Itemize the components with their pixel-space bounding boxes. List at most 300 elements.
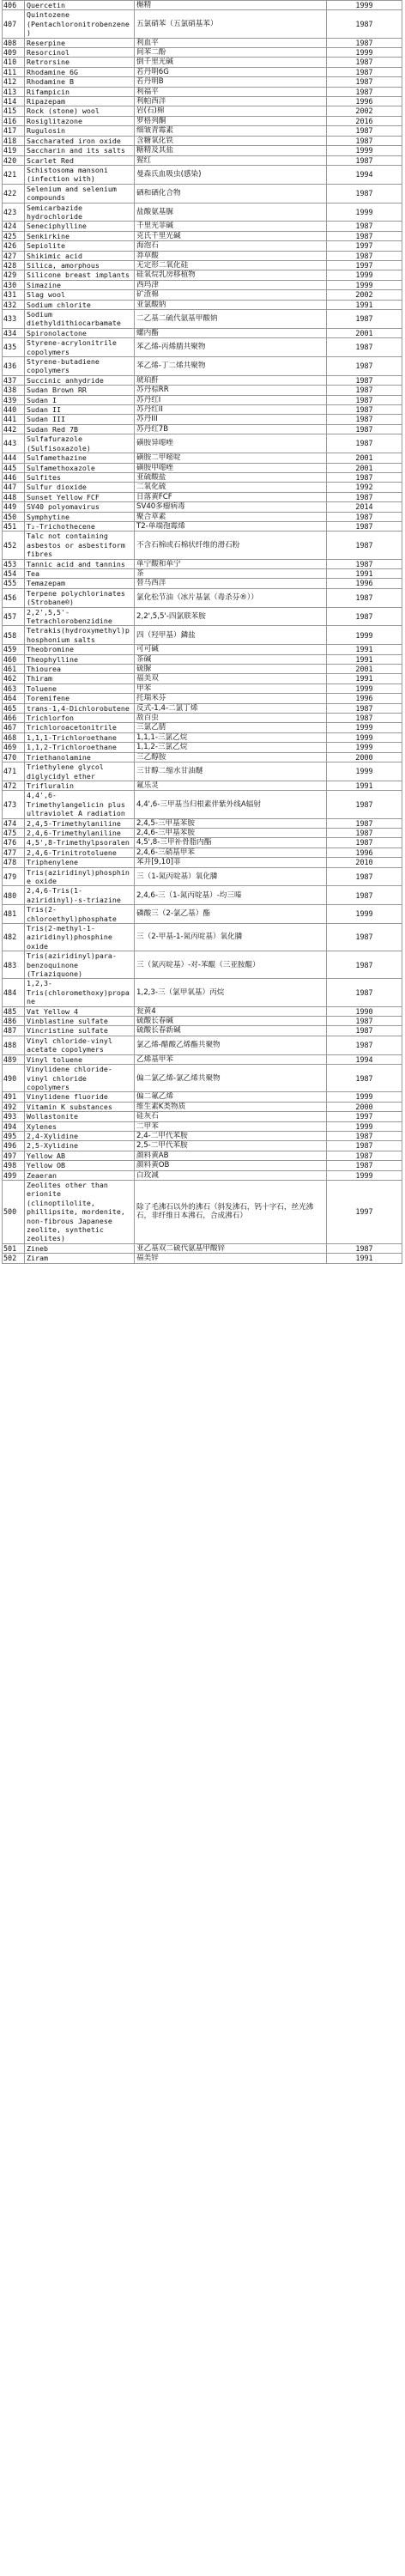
agent-name-en: Vinyl toluene — [25, 1054, 135, 1064]
agent-name-en: Rugulosin — [25, 126, 135, 136]
agent-name-en: Vitamin K substances — [25, 1102, 135, 1111]
row-number: 424 — [3, 222, 25, 231]
table-row — [3, 405, 402, 415]
row-number: 406 — [3, 1, 25, 10]
row-number: 455 — [3, 579, 25, 588]
agent-name-cn: 磺胺异噁唑 — [135, 434, 327, 453]
table-row — [3, 858, 402, 867]
agent-name-cn: 三（1-氮丙啶基）氧化膦 — [135, 867, 327, 886]
row-number: 456 — [3, 588, 25, 607]
table-row — [3, 1121, 402, 1131]
row-number: 421 — [3, 165, 25, 184]
agent-name-en: 1,1,1-Trichloroethane — [25, 732, 135, 742]
agent-name-en: trans-1,4-Dichlorobutene — [25, 703, 135, 713]
agent-name-cn: 茶碱 — [135, 654, 327, 664]
row-number: 472 — [3, 781, 25, 790]
agent-name-en: Tris(aziridinyl)para-benzoquinone (Triaziquone) — [25, 951, 135, 979]
table-row — [3, 434, 402, 453]
evaluation-year: 1987 — [327, 1036, 402, 1054]
evaluation-year: 1999 — [327, 1121, 402, 1131]
agent-name-en: Saccharin and its salts — [25, 146, 135, 155]
agent-name-cn: 1,2,3-三（氯甲氧基）丙烷 — [135, 979, 327, 1006]
row-number: 499 — [3, 1170, 25, 1180]
agent-name-cn: 硒和硒化合物 — [135, 184, 327, 203]
evaluation-year: 1997 — [327, 1112, 402, 1121]
table-row — [3, 328, 402, 337]
row-number: 412 — [3, 77, 25, 87]
agent-name-cn: 4,5',8-三甲补骨脂内酯 — [135, 838, 327, 848]
agent-name-cn: 甲苯 — [135, 683, 327, 693]
evaluation-year: 1987 — [327, 10, 402, 38]
agent-name-en: Vinylidene fluoride — [25, 1092, 135, 1102]
evaluation-year: 1987 — [327, 791, 402, 818]
agent-name-en: 2,4-Xylidine — [25, 1131, 135, 1140]
agent-name-en: Ziram — [25, 1254, 135, 1263]
agent-name-cn: 苏丹III — [135, 415, 327, 424]
agent-name-en: 1,2,3-Tris(chloromethoxy)propane — [25, 979, 135, 1006]
table-row — [3, 502, 402, 512]
row-number: 446 — [3, 472, 25, 482]
agent-name-cn: 糖精及其盐 — [135, 146, 327, 155]
agent-name-cn: 克氏千里光碱 — [135, 231, 327, 240]
table-row — [3, 453, 402, 463]
agent-name-en: 2,4,6-Tris(1-aziridinyl)-s-triazine — [25, 886, 135, 905]
table-row — [3, 645, 402, 654]
agent-name-cn: 五氯硝苯（五氯硝基苯） — [135, 10, 327, 38]
table-row — [3, 472, 402, 482]
evaluation-year: 1987 — [327, 231, 402, 240]
agent-name-cn: 苯乙烯-丁二烯共聚物 — [135, 357, 327, 376]
evaluation-year: 1999 — [327, 280, 402, 289]
row-number: 478 — [3, 858, 25, 867]
row-number: 438 — [3, 386, 25, 395]
evaluation-year: 1987 — [327, 386, 402, 395]
row-number: 409 — [3, 48, 25, 58]
agent-name-en: Trichloroacetonitrile — [25, 723, 135, 732]
agent-name-en: Sodium chlorite — [25, 300, 135, 309]
row-number: 466 — [3, 714, 25, 723]
agent-name-cn: 维生素K类物质 — [135, 1102, 327, 1111]
evaluation-year: 1987 — [327, 77, 402, 87]
agent-name-en: 4,5',8-Trimethylpsoralen — [25, 838, 135, 848]
evaluation-year: 1987 — [327, 310, 402, 329]
table-row — [3, 357, 402, 376]
row-number: 449 — [3, 502, 25, 512]
row-number: 450 — [3, 512, 25, 521]
agent-name-cn: 白玫减 — [135, 1170, 327, 1180]
agent-name-en: Tris(2-chloroethyl)phosphate — [25, 905, 135, 924]
row-number: 413 — [3, 87, 25, 96]
evaluation-year: 2002 — [327, 290, 402, 300]
table-row — [3, 512, 402, 521]
row-number: 500 — [3, 1180, 25, 1243]
row-number: 497 — [3, 1151, 25, 1160]
evaluation-year: 1987 — [327, 395, 402, 404]
table-row — [3, 260, 402, 270]
evaluation-year: 2001 — [327, 328, 402, 337]
agent-name-cn: 福美双 — [135, 674, 327, 683]
evaluation-year: 1999 — [327, 732, 402, 742]
row-number: 440 — [3, 405, 25, 415]
table-row — [3, 743, 402, 752]
table-row — [3, 979, 402, 1006]
agent-name-cn: 偏二氯乙烯-氯乙烯共聚物 — [135, 1065, 327, 1092]
agent-name-en: Tea — [25, 568, 135, 578]
agent-name-cn: 颜料黄AB — [135, 1151, 327, 1160]
row-number: 496 — [3, 1141, 25, 1151]
evaluation-year: 1987 — [327, 58, 402, 67]
table-row — [3, 1254, 402, 1263]
row-number: 441 — [3, 415, 25, 424]
table-row — [3, 703, 402, 713]
row-number: 490 — [3, 1065, 25, 1092]
table-row — [3, 270, 402, 280]
agent-name-cn: 猩红 — [135, 155, 327, 165]
row-number: 444 — [3, 453, 25, 463]
agent-name-en: Tetrakis(hydroxymethyl)phosphonium salts — [25, 626, 135, 645]
agent-name-en: 2,2',5,5'-Tetrachlorobenzidine — [25, 607, 135, 626]
agent-name-cn: 利帕西泮 — [135, 97, 327, 106]
evaluation-year: 1987 — [327, 886, 402, 905]
evaluation-year: 1987 — [327, 924, 402, 951]
evaluation-year: 1987 — [327, 136, 402, 145]
table-row — [3, 588, 402, 607]
row-number: 425 — [3, 231, 25, 240]
row-number: 453 — [3, 559, 25, 568]
row-number: 445 — [3, 463, 25, 472]
agent-name-en: 2,5-Xylidine — [25, 1141, 135, 1151]
agent-name-en: Rhodamine B — [25, 77, 135, 87]
evaluation-year: 1990 — [327, 1006, 402, 1016]
agent-name-en: Sulfamethazine — [25, 453, 135, 463]
row-number: 447 — [3, 483, 25, 492]
agent-name-cn: 硫脲 — [135, 665, 327, 674]
table-row — [3, 607, 402, 626]
agent-name-cn: 硫酸长春新碱 — [135, 1026, 327, 1036]
agent-name-cn: 4,4',6-三甲基当归根素伴紫外线A辐射 — [135, 791, 327, 818]
row-number: 474 — [3, 818, 25, 828]
agent-name-en: Sulfites — [25, 472, 135, 482]
row-number: 419 — [3, 146, 25, 155]
table-row — [3, 375, 402, 385]
row-number: 465 — [3, 703, 25, 713]
evaluation-year: 2000 — [327, 1102, 402, 1111]
agent-name-cn: 无定形二氧化硅 — [135, 260, 327, 270]
table-row — [3, 867, 402, 886]
evaluation-year: 1987 — [327, 607, 402, 626]
agent-name-cn: 2,4,5-三甲基苯胺 — [135, 818, 327, 828]
agent-name-en: Succinic anhydride — [25, 375, 135, 385]
row-number: 451 — [3, 521, 25, 531]
evaluation-year: 1992 — [327, 483, 402, 492]
row-number: 498 — [3, 1161, 25, 1170]
row-number: 417 — [3, 126, 25, 136]
evaluation-year: 1999 — [327, 203, 402, 222]
agent-name-en: Rosiglitazone — [25, 116, 135, 125]
evaluation-year: 1999 — [327, 270, 402, 280]
row-number: 427 — [3, 251, 25, 260]
agent-name-cn: 苏丹红I — [135, 395, 327, 404]
evaluation-year: 1987 — [327, 338, 402, 357]
table-row — [3, 886, 402, 905]
table-row — [3, 1092, 402, 1102]
table-row — [3, 1054, 402, 1064]
agent-name-cn: 二乙基二硫代氨基甲酸钠 — [135, 310, 327, 329]
agent-name-en: Symphytine — [25, 512, 135, 521]
row-number: 442 — [3, 424, 25, 434]
table-row — [3, 732, 402, 742]
table-row — [3, 386, 402, 395]
agent-name-en: Zineb — [25, 1243, 135, 1253]
evaluation-year: 1987 — [327, 512, 402, 521]
row-number: 416 — [3, 116, 25, 125]
table-row — [3, 683, 402, 693]
agent-name-en: Yellow OB — [25, 1161, 135, 1170]
row-number: 423 — [3, 203, 25, 222]
row-number: 407 — [3, 10, 25, 38]
agent-name-en: Semicarbazide hydrochloride — [25, 203, 135, 222]
agent-name-en: 2,4,6-Trimethylaniline — [25, 828, 135, 837]
agent-name-en: Tris(2-methyl-1-aziridinyl)phosphine oxide — [25, 924, 135, 951]
agent-name-cn: 2,5-二甲代苯胺 — [135, 1141, 327, 1151]
row-number: 464 — [3, 694, 25, 703]
agent-name-en: Temazepam — [25, 579, 135, 588]
table-row — [3, 828, 402, 837]
agent-name-en: Sudan II — [25, 405, 135, 415]
agent-name-cn: 三氯乙腈 — [135, 723, 327, 732]
evaluation-year: 1994 — [327, 165, 402, 184]
agent-name-en: Rifampicin — [25, 87, 135, 96]
agent-name-cn: 二甲苯 — [135, 1121, 327, 1131]
table-row — [3, 310, 402, 329]
agent-name-cn: 磷酸三（2-氯乙基）酯 — [135, 905, 327, 924]
evaluation-year: 1987 — [327, 126, 402, 136]
table-row — [3, 492, 402, 501]
agent-name-en: Thiourea — [25, 665, 135, 674]
agent-name-cn: 琥珀酐 — [135, 375, 327, 385]
agent-name-en: Vinblastine sulfate — [25, 1017, 135, 1026]
evaluation-year: 1987 — [327, 1131, 402, 1140]
row-number: 434 — [3, 328, 25, 337]
agent-name-en: Seneciphylline — [25, 222, 135, 231]
row-number: 410 — [3, 58, 25, 67]
table-row — [3, 1170, 402, 1180]
table-row — [3, 290, 402, 300]
row-number: 428 — [3, 260, 25, 270]
evaluation-year: 1996 — [327, 694, 402, 703]
agent-name-cn: 替马西泮 — [135, 579, 327, 588]
evaluation-year: 1987 — [327, 492, 402, 501]
agent-name-cn: 硅灰石 — [135, 1112, 327, 1121]
evaluation-year: 1987 — [327, 818, 402, 828]
evaluation-year: 1991 — [327, 654, 402, 664]
agent-name-en: Rock (stone) wool — [25, 106, 135, 116]
agent-name-en: Talc not containing asbestos or asbestiform fibres — [25, 532, 135, 559]
evaluation-year: 1987 — [327, 155, 402, 165]
agent-name-en: Shikimic acid — [25, 251, 135, 260]
table-row — [3, 1026, 402, 1036]
table-row — [3, 1131, 402, 1140]
agent-name-en: Zeolites other than erionite (clinoptilolite, phillipsite, mordenite, non-fibrous Japanese zeolite, synthetic zeolites) — [25, 1180, 135, 1243]
table-row — [3, 579, 402, 588]
evaluation-year: 1999 — [327, 48, 402, 58]
table-row — [3, 1102, 402, 1111]
table-row — [3, 626, 402, 645]
evaluation-year: 1987 — [327, 588, 402, 607]
agent-name-cn: SV40多瘤病毒 — [135, 502, 327, 512]
table-row — [3, 483, 402, 492]
agent-name-cn: 茶 — [135, 568, 327, 578]
agent-name-cn: 单宁酸和单宁 — [135, 559, 327, 568]
agent-name-en: Triethanolamine — [25, 752, 135, 762]
row-number: 473 — [3, 791, 25, 818]
agent-name-en: Selenium and selenium compounds — [25, 184, 135, 203]
agent-name-en: 4,4',6-Trimethylangelicin plus ultraviolet A radiation — [25, 791, 135, 818]
agent-name-cn: 间苯二酚 — [135, 48, 327, 58]
row-number: 470 — [3, 752, 25, 762]
evaluation-year: 1987 — [327, 559, 402, 568]
row-number: 480 — [3, 886, 25, 905]
table-row — [3, 714, 402, 723]
table-row — [3, 1180, 402, 1243]
table-row — [3, 116, 402, 125]
evaluation-year: 1987 — [327, 472, 402, 482]
table-row — [3, 395, 402, 404]
evaluation-year: 1987 — [327, 1243, 402, 1253]
agent-name-cn: 2,4,6-三（1-氮丙啶基）-均三嗪 — [135, 886, 327, 905]
table-row — [3, 58, 402, 67]
agent-name-cn: 盐酸氨基脲 — [135, 203, 327, 222]
row-number: 457 — [3, 607, 25, 626]
table-row — [3, 1, 402, 10]
agent-name-en: Theobromine — [25, 645, 135, 654]
evaluation-year: 2000 — [327, 752, 402, 762]
table-row — [3, 951, 402, 979]
carcinogen-table — [2, 0, 402, 1264]
table-row — [3, 1017, 402, 1026]
agent-name-en: Styrene-butadiene copolymers — [25, 357, 135, 376]
agent-name-en: Senkirkine — [25, 231, 135, 240]
row-number: 420 — [3, 155, 25, 165]
table-row — [3, 532, 402, 559]
table-row — [3, 415, 402, 424]
agent-name-cn: 曼森氏血吸虫(感染) — [135, 165, 327, 184]
table-row — [3, 1161, 402, 1170]
evaluation-year: 1999 — [327, 1170, 402, 1180]
evaluation-year: 1987 — [327, 222, 402, 231]
agent-name-cn: 苯并[9,10]菲 — [135, 858, 327, 867]
row-number: 430 — [3, 280, 25, 289]
evaluation-year: 2001 — [327, 453, 402, 463]
table-row — [3, 106, 402, 116]
agent-name-cn: 磺胺甲噁唑 — [135, 463, 327, 472]
agent-name-en: Vinylidene chloride-vinyl chloride copolymers — [25, 1065, 135, 1092]
row-number: 439 — [3, 395, 25, 404]
table-row — [3, 146, 402, 155]
evaluation-year: 1987 — [327, 828, 402, 837]
table-row — [3, 67, 402, 76]
agent-name-en: Reserpine — [25, 38, 135, 47]
row-number: 437 — [3, 375, 25, 385]
evaluation-year: 1987 — [327, 67, 402, 76]
table-row — [3, 184, 402, 203]
agent-name-cn: 含糖氧化铁 — [135, 136, 327, 145]
row-number: 422 — [3, 184, 25, 203]
row-number: 476 — [3, 838, 25, 848]
agent-name-cn: 磺胺二甲嘧啶 — [135, 453, 327, 463]
row-number: 462 — [3, 674, 25, 683]
agent-name-cn: 千里光菲碱 — [135, 222, 327, 231]
evaluation-year: 1987 — [327, 1161, 402, 1170]
table-row — [3, 848, 402, 857]
evaluation-year: 1999 — [327, 762, 402, 781]
agent-name-cn: 利福平 — [135, 87, 327, 96]
agent-name-en: Vat Yellow 4 — [25, 1006, 135, 1016]
row-number: 463 — [3, 683, 25, 693]
table-row — [3, 300, 402, 309]
agent-name-cn: 瓮黄4 — [135, 1006, 327, 1016]
evaluation-year: 1987 — [327, 87, 402, 96]
evaluation-year: 1991 — [327, 781, 402, 790]
row-number: 448 — [3, 492, 25, 501]
agent-name-en: Silica, amorphous — [25, 260, 135, 270]
table-row — [3, 674, 402, 683]
evaluation-year: 2010 — [327, 858, 402, 867]
table-row — [3, 1112, 402, 1121]
row-number: 469 — [3, 743, 25, 752]
agent-name-en: Scarlet Red — [25, 155, 135, 165]
agent-name-cn: 螺内酯 — [135, 328, 327, 337]
evaluation-year: 1996 — [327, 97, 402, 106]
table-row — [3, 838, 402, 848]
agent-name-cn: 日落黄FCF — [135, 492, 327, 501]
agent-name-cn: 氯化松节油（冰片基氯（毒杀芬®）） — [135, 588, 327, 607]
row-number: 415 — [3, 106, 25, 116]
agent-name-cn: 矿渣棉 — [135, 290, 327, 300]
evaluation-year: 1987 — [327, 838, 402, 848]
agent-name-en: Sudan Red 7B — [25, 424, 135, 434]
agent-name-en: Sodium diethyldithiocarbamate — [25, 310, 135, 329]
row-number: 495 — [3, 1131, 25, 1140]
row-number: 443 — [3, 434, 25, 453]
table-row — [3, 87, 402, 96]
table-row — [3, 203, 402, 222]
table-row — [3, 752, 402, 762]
agent-name-en: T₂-Trichothecene — [25, 521, 135, 531]
evaluation-year: 1999 — [327, 1092, 402, 1102]
table-row — [3, 222, 402, 231]
agent-name-cn: 不含石棉或石棉状纤维的滑石粉 — [135, 532, 327, 559]
agent-name-en: Theophylline — [25, 654, 135, 664]
evaluation-year: 1996 — [327, 579, 402, 588]
agent-name-cn: 二氧化硫 — [135, 483, 327, 492]
agent-name-en: Silicone breast implants — [25, 270, 135, 280]
agent-name-en: Slag wool — [25, 290, 135, 300]
agent-name-cn: 莽草酸 — [135, 251, 327, 260]
agent-name-cn: 聚合草素 — [135, 512, 327, 521]
table-row — [3, 905, 402, 924]
evaluation-year: 1987 — [327, 703, 402, 713]
row-number: 408 — [3, 38, 25, 47]
agent-name-en: Sudan I — [25, 395, 135, 404]
agent-name-en: Quintozene (Pentachloronitrobenzene) — [25, 10, 135, 38]
agent-name-en: Trifluralin — [25, 781, 135, 790]
row-number: 458 — [3, 626, 25, 645]
table-row — [3, 559, 402, 568]
agent-name-cn: 倒千里光碱 — [135, 58, 327, 67]
table-row — [3, 77, 402, 87]
row-number: 491 — [3, 1092, 25, 1102]
